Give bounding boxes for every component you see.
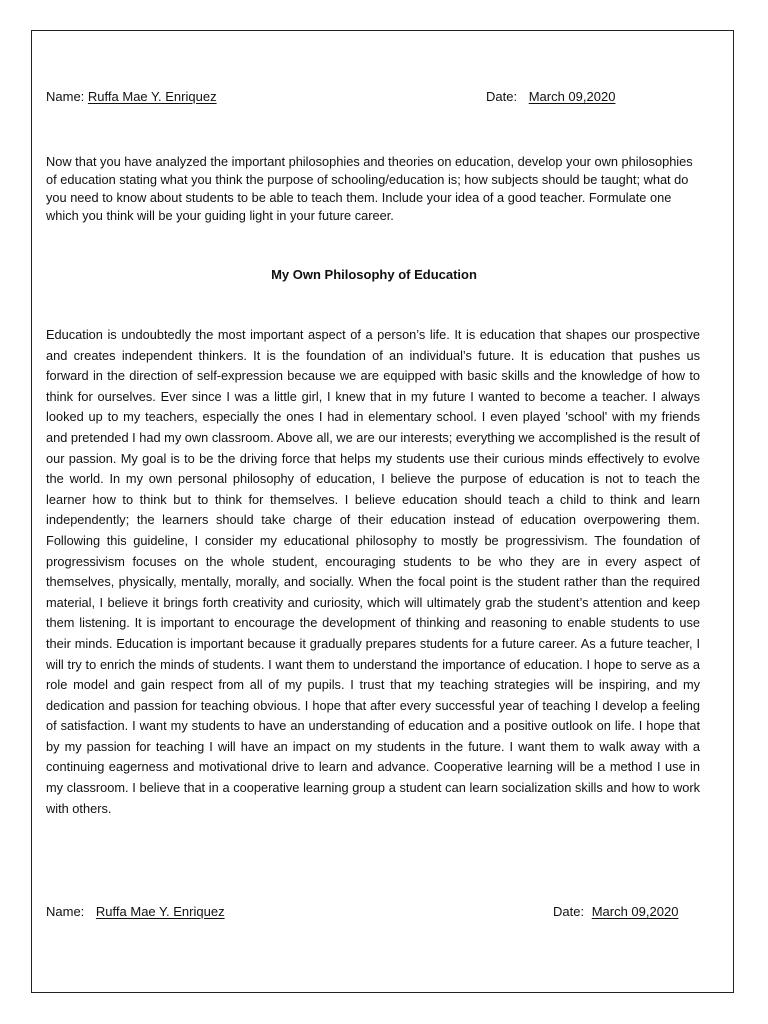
assignment-prompt: Now that you have analyzed the important philosophies and theories on education, develop your own philosophies of education stating what you think the purpose of schooling/education is; how subjects should be taught; what do you need to know about students to be able to teach them. Include your idea of a good teacher. Formulate one which you think will be your guiding light in your future career. — [46, 154, 693, 223]
header-name-value: Ruffa Mae Y. Enriquez — [87, 89, 217, 104]
header-name — [46, 89, 217, 105]
footer-name — [46, 904, 225, 920]
footer-name-label: Name: — [46, 904, 85, 919]
header-date-label: Date: — [486, 89, 518, 104]
footer-date-label: Date: — [553, 904, 585, 919]
footer-date-value: March 09,2020 — [591, 904, 679, 919]
header-date-value: March 09,2020 — [528, 89, 616, 104]
footer-name-value: Ruffa Mae Y. Enriquez — [95, 904, 225, 919]
header-name-label: Name: — [46, 89, 85, 104]
footer-date — [553, 904, 678, 920]
essay-title: My Own Philosophy of Education — [271, 267, 477, 282]
header-date — [486, 89, 615, 105]
essay-body: Education is undoubtedly the most important aspect of a person’s life. It is education that shapes our prospective and creates independent thinkers. It is the foundation of an individual’s future. It is education that pushes us forward in the direction of self-expression because we are equipped with basic skills and the knowledge of how to think for ourselves. Ever since I was a little girl, I knew that in my future I wanted to become a teacher. I always looked up to my teachers, especially the ones I had in elementary school. I even played 'school' with my friends and pretended I had my own classroom. Above all, we are our interests; everything we accomplished is the result of our passion. My goal is to be the driving force that helps my students use their curious minds effectively to evolve the world. In my own personal philosophy of education, I believe the purpose of education is not to teach the learner how to think but to think for themselves. I believe education should teach a child to think and learn independently; the learners should take charge of their education instead of education overpowering them. Following this guideline, I consider my educational philosophy to mostly be progressivism. The foundation of progressivism focuses on the whole student, encouraging students to be who they are in every aspect of themselves, physically, mentally, morally, and socially. When the focal point is the student rather than the required material, I believe it brings forth creativity and curiosity, which will ultimately grab the student’s attention and keep them listening. It is important to encourage the development of thinking and reasoning to enable students to use their minds. Education is important because it gradually prepares students for a future career. As a future teacher, I will try to enrich the minds of students. I want them to understand the importance of education. I hope to serve as a role model and gain respect from all of my pupils. I trust that my teaching strategies will be inspiring, and my dedication and passion for teaching obvious. I hope that after every successful year of teaching I develop a feeling of satisfaction. I want my students to have an understanding of education and a positive outlook on life. I hope that by my passion for teaching I will have an impact on my students in the future. I want them to walk away with a continuing eagerness and motivational drive to learn and advance. Cooperative learning will be a method I use in my classroom. I believe that in a cooperative learning group a student can learn socialization skills and how to work with others. — [46, 327, 700, 816]
